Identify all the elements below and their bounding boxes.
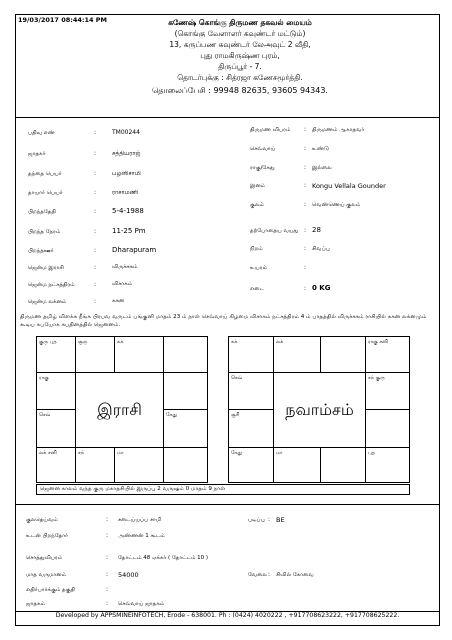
field-label: ஜென்ம இராசி bbox=[28, 265, 64, 271]
field-label: தந்தை பெயர் bbox=[28, 171, 62, 177]
field-value: விசாகம் bbox=[112, 281, 133, 287]
navamsa-cell bbox=[365, 409, 410, 448]
field-value: 5-4-1988 bbox=[112, 207, 144, 215]
field-value: 11-25 Pm bbox=[112, 227, 146, 235]
field-label: திருமண விபரம் bbox=[250, 127, 291, 133]
navamsa-cell: ராகு சனி bbox=[365, 336, 410, 373]
field-value: ராசாமணி bbox=[112, 189, 139, 196]
rasi-cell: கேது bbox=[163, 409, 208, 448]
field-value: 28 bbox=[312, 226, 321, 234]
field-value: TM00244 bbox=[112, 129, 140, 136]
field-value: விருச்சகம் bbox=[112, 264, 138, 270]
colon: : bbox=[304, 182, 307, 189]
rasi-cell: சந் bbox=[75, 447, 115, 483]
rasi-title: இராசி bbox=[75, 372, 164, 448]
colon: : bbox=[268, 516, 271, 523]
colon: : bbox=[94, 129, 97, 136]
footer: Developed by APPSMINEINFOTECH, Erode - 638001. Ph : (0424) 4020222 , +917708623222, +917708625222. bbox=[55, 612, 400, 619]
field-label: பிறந்தஊர் bbox=[28, 248, 54, 254]
field-value: தோட்டம் 48 ஏக்கர் ( தோட்டம் 10 ) bbox=[118, 555, 209, 561]
colon: : bbox=[94, 264, 97, 271]
colon: : bbox=[304, 164, 307, 171]
field-label: குலம் bbox=[250, 202, 264, 208]
divider bbox=[15, 504, 440, 505]
navamsa-cell: செவ் bbox=[228, 372, 274, 410]
navamsa-cell: மா bbox=[273, 447, 321, 483]
field-value: Kongu Vellala Gounder bbox=[312, 182, 386, 190]
header-line2: (கொங்கு வேளாளர் கவுண்டர் மட்டும்) bbox=[174, 29, 306, 38]
colon: : bbox=[304, 245, 307, 252]
rasi-cell: மா bbox=[114, 447, 164, 483]
colon: : bbox=[94, 228, 97, 235]
colon: : bbox=[94, 281, 97, 288]
colon: : bbox=[106, 554, 109, 561]
field-value: 0 KG bbox=[312, 284, 331, 292]
colon: : bbox=[106, 600, 109, 607]
navamsa-cell: சுக் bbox=[228, 336, 274, 373]
field-label: ராகு/கேது bbox=[250, 165, 275, 171]
field-value: உண்டு bbox=[312, 146, 329, 152]
field-value: BE bbox=[276, 516, 285, 524]
field-label: ஜாதகம் bbox=[26, 601, 45, 607]
rasi-cell: ராகு bbox=[36, 372, 76, 410]
field-value: Dharapuram bbox=[112, 246, 157, 254]
timestamp: 19/03/2017 08:44:14 PM bbox=[18, 16, 108, 24]
colon: : bbox=[304, 145, 307, 152]
field-value: இல்லை bbox=[312, 165, 332, 171]
field-label: ஜாதகர் bbox=[28, 151, 46, 157]
field-value: திருமணம் ஆகாதவர் bbox=[312, 127, 365, 133]
navamsa-cell bbox=[320, 447, 366, 483]
navamsa-cell bbox=[320, 336, 366, 373]
field-value: சத்தியராஜ் bbox=[112, 150, 141, 157]
dasa-balance: ஜெனன காலம் வந்த குரு மகாதசியில் இருப்பு 2 வருஷம் 0 மாதம் 9 நாள் bbox=[36, 484, 410, 495]
field-label: பதிவு எண் bbox=[28, 130, 55, 136]
field-value: பழனிசாமி bbox=[112, 170, 141, 177]
field-label: வேலை bbox=[248, 572, 267, 578]
header-line5: திருப்பூர் - 7. bbox=[218, 62, 262, 71]
navamsa-cell: புத bbox=[365, 447, 410, 483]
field-value: ககன bbox=[112, 298, 125, 304]
field-label: நிறம் bbox=[250, 246, 263, 252]
field-value: 54000 bbox=[118, 571, 139, 579]
field-value: சிவில் கோவை bbox=[276, 572, 314, 578]
rasi-cell: செவ் bbox=[36, 409, 76, 448]
field-label: உடன் பிறந்தோர் bbox=[26, 533, 68, 539]
rasi-cell: குரு புத bbox=[36, 336, 76, 373]
header-line1: கணேஷ் கொங்கு திருமண தகவல் மையம் bbox=[168, 18, 312, 27]
field-label: தாயார் பெயர் bbox=[28, 190, 63, 196]
navamsa-cell: கேது bbox=[228, 447, 274, 483]
colon: : bbox=[304, 126, 307, 133]
colon: : bbox=[304, 285, 307, 292]
colon: : bbox=[106, 571, 109, 578]
field-value: சிவப்பு bbox=[312, 246, 330, 252]
navamsa-cell: சந் குரு bbox=[365, 372, 410, 410]
field-label: சொத்துவிபரம் bbox=[26, 555, 63, 561]
field-label: ஜென்ம நட்சத்திரம் bbox=[28, 282, 75, 288]
rasi-cell: லக் சனி bbox=[36, 447, 76, 483]
header-line4: புது ராமகிருஷ்ண புரம், bbox=[200, 51, 280, 60]
colon: : bbox=[304, 264, 307, 271]
header-line3: 13, கருப்பண கவுண்டர் லேஅவுட் 2 வீதி, bbox=[169, 40, 311, 49]
colon: : bbox=[94, 208, 97, 215]
colon: : bbox=[304, 227, 307, 234]
colon: : bbox=[106, 516, 109, 523]
field-value: செவ்வாய் ஜாதகம் bbox=[118, 601, 165, 607]
colon: : bbox=[94, 247, 97, 254]
navamsa-cell: லக் bbox=[273, 336, 321, 373]
rasi-cell: சுக் bbox=[114, 336, 164, 373]
field-label: குலதெய்வம் bbox=[26, 517, 58, 523]
rasi-cell bbox=[163, 447, 208, 483]
field-value: அண்ணன் 1 கூடம் bbox=[118, 533, 165, 539]
navamsa-title: நவாம்சம் bbox=[273, 372, 366, 448]
rasi-cell: சூரு bbox=[75, 336, 115, 373]
colon: : bbox=[94, 189, 97, 196]
rasi-cell bbox=[163, 372, 208, 410]
colon: : bbox=[106, 532, 109, 539]
field-value: சடைய்யப்ப சாமி bbox=[118, 517, 162, 523]
colon: : bbox=[94, 170, 97, 177]
colon: : bbox=[304, 201, 307, 208]
colon: : bbox=[94, 150, 97, 157]
colon: : bbox=[94, 298, 97, 305]
navamsa-cell: சூரி bbox=[228, 409, 274, 448]
field-label: இனம் bbox=[250, 183, 266, 189]
birth-description: திருமண தமிழ் விளக்க நீங்க பிரபவ வருடம் பங்குனி மாதம் 23 ம் நாள் செவ்வாய் கிழமை விசாகம் நட்சத்திரம் 4 ம் பாதத்தில் விருச்சகம் ராசியில் ககன லக்னமும் கூடிய சுபயோக சுபதினத்தில் ஜெனனம். bbox=[20, 314, 427, 328]
header-line6: தொடர்புக்கு : சித்ரஜா கணேசமூர்த்தி. bbox=[177, 73, 303, 82]
field-value: வெண்ணெய் குலம் bbox=[312, 202, 361, 208]
field-label: தற்போதைய வயது bbox=[250, 228, 299, 234]
field-label: பிறந்ததேதி bbox=[28, 209, 56, 215]
field-label: எடை bbox=[250, 286, 264, 292]
colon: : bbox=[106, 586, 109, 593]
field-label: படிப்பு bbox=[248, 517, 265, 523]
field-label: மாத வருமானம் bbox=[26, 572, 67, 578]
field-label: செவ்வாய் bbox=[250, 146, 276, 152]
field-label: ஜென்ம லக்னம் bbox=[28, 299, 67, 305]
divider bbox=[15, 117, 440, 118]
field-label: எதிர்பார்க்கும் தகுதி bbox=[26, 587, 76, 593]
field-label: பிறந்த நேரம் bbox=[28, 229, 61, 235]
colon: : bbox=[268, 571, 271, 578]
field-label: உயரம் bbox=[250, 265, 267, 271]
header-line7: தொலைப்பேசி : 99948 82635, 93605 94343. bbox=[152, 86, 328, 95]
rasi-cell bbox=[163, 336, 208, 373]
